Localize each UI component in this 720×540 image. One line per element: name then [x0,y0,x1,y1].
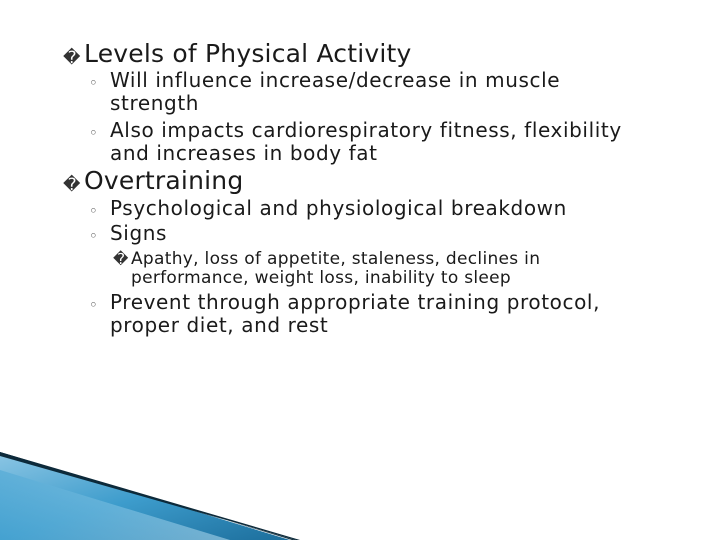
sub-bullet-breakdown [89,197,567,220]
circle-bullet-icon: ◦ [89,124,99,142]
circle-bullet-icon: ◦ [89,227,99,245]
sub-bullet-line: Also impacts cardiorespiratory fitness, flexibility [110,118,622,142]
bullet-marker-icon: � [63,48,81,68]
bullet-text: Overtraining [84,166,244,195]
sub-bullet-prevent [89,291,600,337]
bullet-marker-icon: � [113,250,129,268]
bullet-marker-icon: � [63,175,81,195]
sub-bullet-cardiorespiratory [89,119,622,165]
bullet-text: Levels of Physical Activity [84,39,412,68]
circle-bullet-icon: ◦ [89,296,99,314]
sub-bullet-line: Psychological and physiological breakdown [110,196,567,220]
circle-bullet-icon: ◦ [89,202,99,220]
sub-bullet-line: Prevent through appropriate training protocol, [110,290,601,314]
sub-bullet-line: Will influence increase/decrease in muscle [110,68,561,92]
sub-sub-bullet-line: Apathy, loss of appetite, staleness, declines in [131,249,541,269]
sub-bullet-muscle-strength [89,69,560,115]
circle-bullet-icon: ◦ [89,74,99,92]
bullet-overtraining [63,168,243,194]
sub-bullet-line: proper diet, and rest [110,313,329,337]
sub-sub-bullet-line: performance, weight loss, inability to sleep [131,268,512,288]
sub-bullet-line: and increases in body fat [110,141,378,165]
sub-bullet-line: Signs [110,221,168,245]
bullet-levels-of-physical-activity [63,41,412,67]
sub-sub-bullet-signs-list [113,250,540,288]
sub-bullet-signs [89,222,167,245]
sub-bullet-line: strength [110,91,200,115]
